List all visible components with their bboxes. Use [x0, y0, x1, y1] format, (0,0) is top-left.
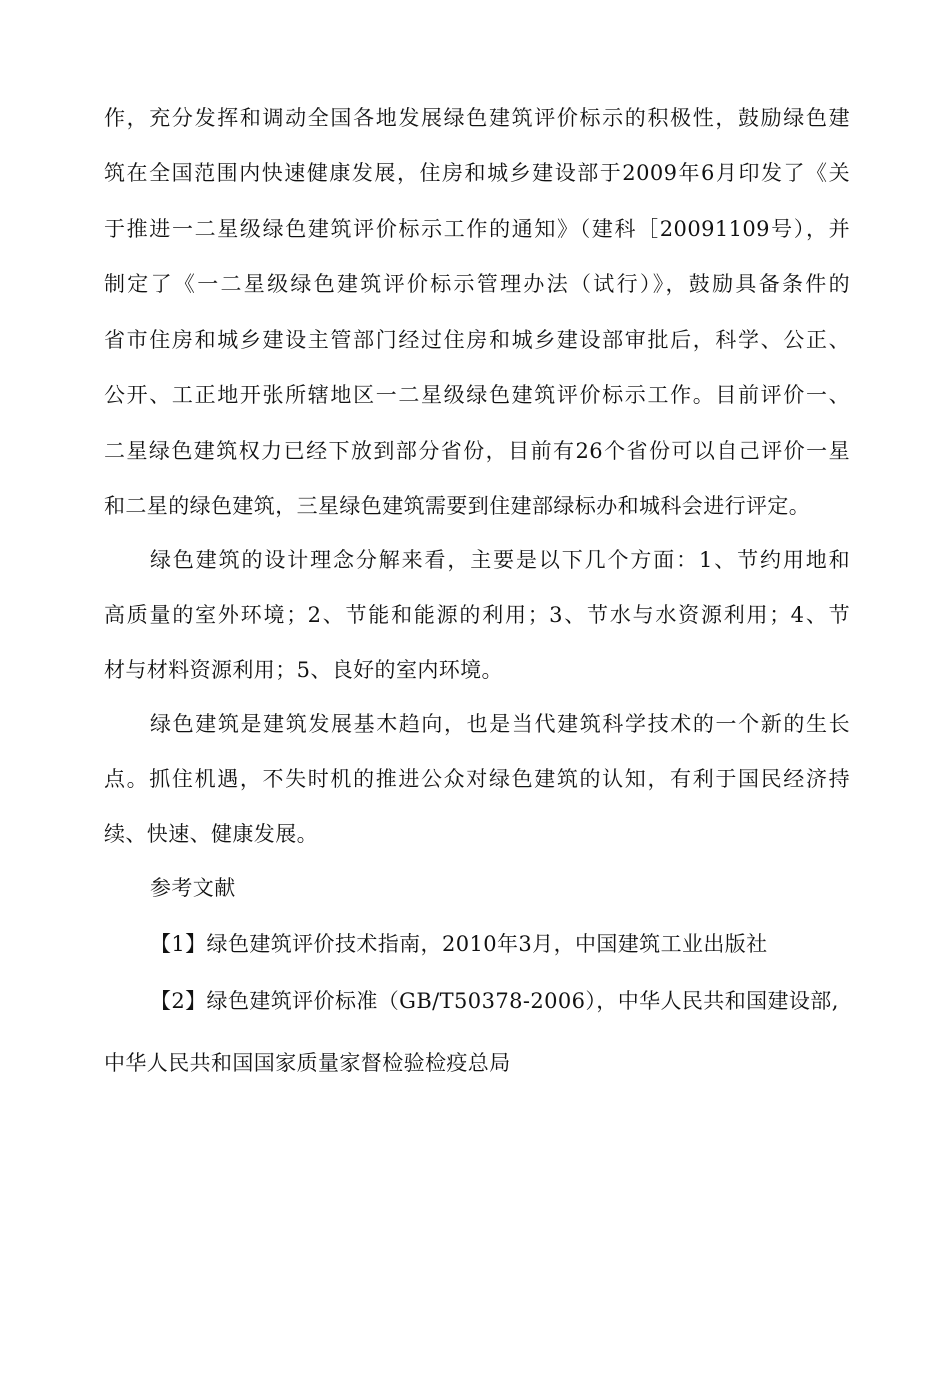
references-heading: 参考文献	[150, 876, 236, 900]
paragraph1-line-3: 于推进一二星级绿色建筑评价标示工作的通知》（建科［20091109号），并	[104, 217, 850, 241]
reference-item-2-line-1: 【2】绿色建筑评价标准（GB/T50378-2006），中华人民共和国建设部,	[150, 989, 839, 1013]
paragraph1-line-1: 作，充分发挥和调动全国各地发展绿色建筑评价标示的积极性，鼓励绿色建	[104, 106, 850, 130]
reference-item-2-line-2: 中华人民共和国国家质量家督检验检疫总局	[104, 1051, 511, 1075]
paragraph3-line-1: 绿色建筑是建筑发展基木趋向，也是当代建筑科学技术的一个新的生长	[150, 712, 850, 736]
paragraph2-line-3: 材与材料资源利用；5、良好的室内环境。	[104, 658, 503, 682]
paragraph1-line-8: 和二星的绿色建筑，三星绿色建筑需要到住建部绿标办和城科会进行评定。	[104, 494, 811, 518]
paragraph1-line-2: 筑在全国范围内快速健康发展，住房和城乡建设部于2009年6月印发了《关	[104, 161, 850, 185]
paragraph3-line-2: 点。抓住机遇，不失时机的推进公众对绿色建筑的认知，有利于国民经济持	[104, 767, 850, 791]
reference-item-1: 【1】绿色建筑评价技术指南，2010年3月，中国建筑工业出版社	[150, 932, 768, 956]
paragraph1-line-4: 制定了《一二星级绿色建筑评价标示管理办法（试行）》，鼓励具备条件的	[104, 272, 850, 296]
paragraph1-line-5: 省市住房和城乡建设主管部门经过住房和城乡建设部审批后，科学、公正、	[104, 328, 850, 352]
paragraph3-line-3: 续、快速、健康发展。	[104, 822, 318, 846]
paragraph1-line-7: 二星绿色建筑权力已经下放到部分省份，目前有26个省份可以自己评价一星	[104, 439, 850, 463]
paragraph2-line-2: 高质量的室外环境；2、节能和能源的利用；3、节水与水资源利用；4、节	[104, 603, 850, 627]
paragraph1-line-6: 公开、工正地开张所辖地区一二星级绿色建筑评价标示工作。目前评价一、	[104, 383, 850, 407]
paragraph2-line-1: 绿色建筑的设计理念分解来看，主要是以下几个方面：1、节约用地和	[150, 548, 850, 572]
